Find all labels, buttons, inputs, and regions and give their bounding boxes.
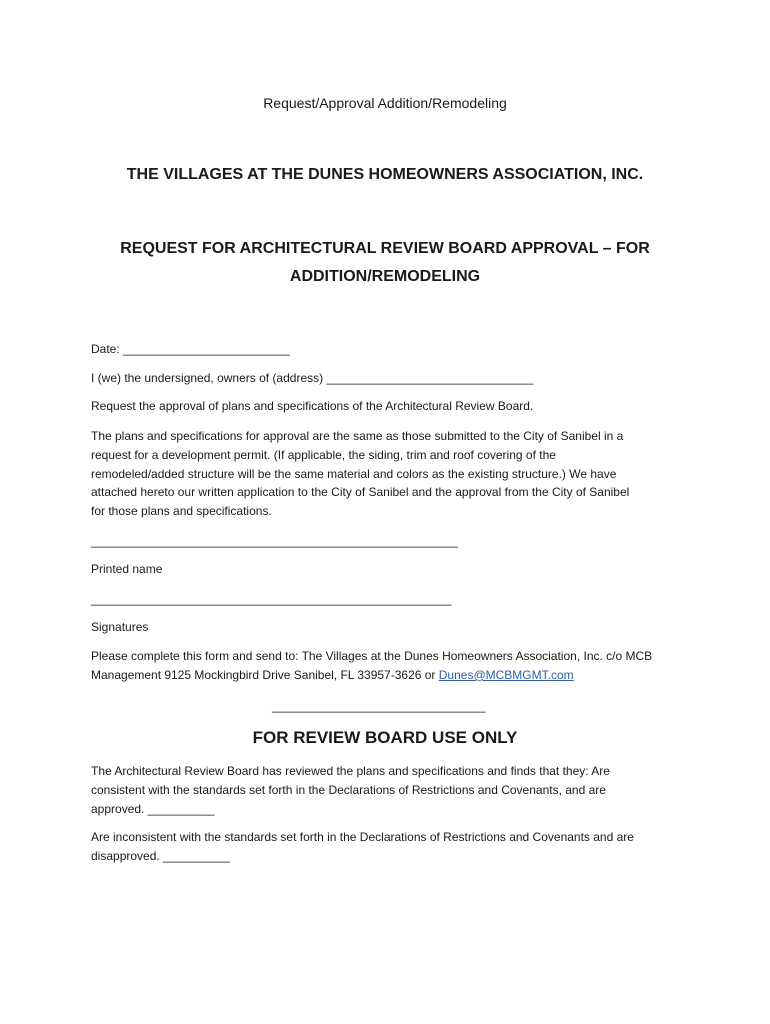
section-separator: ________________________________ [272,699,486,713]
paragraph-line: attached hereto our written application to the City of Sanibel and the approval from the City of Sanibel [91,485,630,500]
send-to-paragraph [91,647,691,685]
paragraph-line: The plans and specifications for approval are the same as those submitted to the City of Sanibel in a [91,429,624,443]
paragraph-line: for those plans and specifications. [91,504,272,519]
approved-paragraph [91,762,691,818]
organization-name: THE VILLAGES AT THE DUNES HOMEOWNERS ASSOCIATION, INC. [126,166,644,183]
owners-address-field[interactable]: I (we) the undersigned, owners of (address) _______________________________ [91,371,534,385]
paragraph-line: consistent with the standards set forth in the Declarations of Restrictions and Covenants, and are [91,782,606,797]
form-title-line-2: ADDITION/REMODELING [289,268,481,285]
email-link[interactable]: Dunes@MCBMGMT.com [438,667,574,682]
paragraph-line: request for a development permit. (If applicable, the siding, trim and roof covering of the [91,447,556,462]
send-to-line-2 [91,666,691,685]
paragraph-line: remodeled/added structure will be the same material and colors as the existing structure.) We have [91,466,617,481]
review-board-heading: FOR REVIEW BOARD USE ONLY [252,728,518,747]
document-title: Request/Approval Addition/Remodeling [263,95,507,111]
form-title-line-1: REQUEST FOR ARCHITECTURAL REVIEW BOARD APPROVAL – FOR [120,240,650,257]
date-field[interactable]: Date: _________________________ [91,342,290,356]
disapproved-blank[interactable]: disapproved. __________ [91,848,230,863]
printed-name-label: Printed name [91,562,163,576]
plans-paragraph [91,427,691,521]
approved-blank[interactable]: approved. __________ [91,801,215,816]
send-to-line-1: Please complete this form and send to: The Villages at the Dunes Homeowners Association, Inc. c/o MCB [91,649,653,663]
paragraph-line: The Architectural Review Board has reviewed the plans and specifications and finds that they: Are [91,764,610,778]
signatures-label: Signatures [91,620,149,634]
send-to-address: Management 9125 Mockingbird Drive Sanibel, FL 33957-3626 or [91,667,439,682]
disapproved-paragraph [91,828,691,866]
paragraph-line: Are inconsistent with the standards set forth in the Declarations of Restrictions and Covenants and are [91,830,634,844]
request-statement: Request the approval of plans and specifications of the Architectural Review Board. [91,399,534,413]
printed-name-field[interactable]: _______________________________________________________ [91,534,459,548]
signatures-field[interactable]: ______________________________________________________ [91,592,452,606]
